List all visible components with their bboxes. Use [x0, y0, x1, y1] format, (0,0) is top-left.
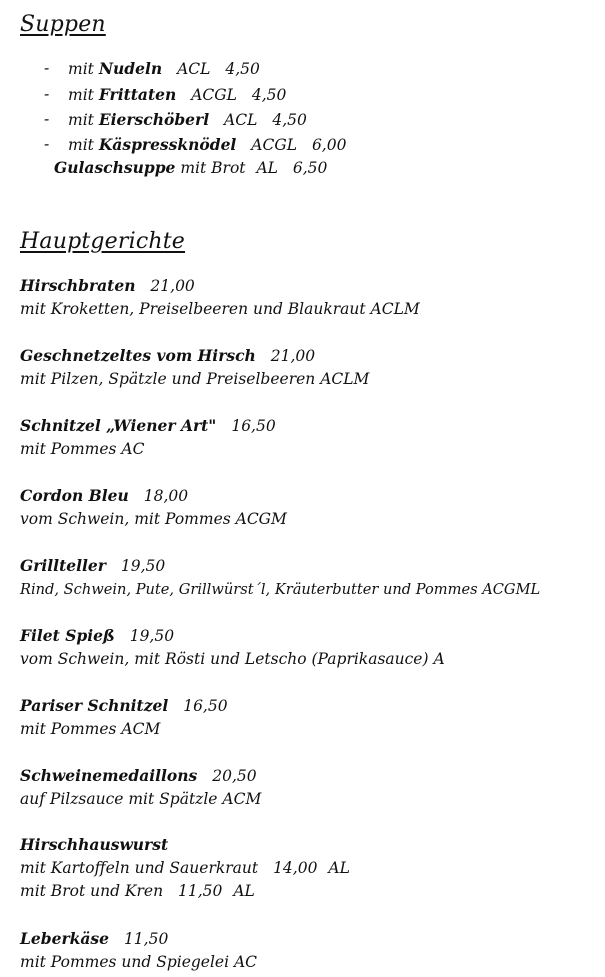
- dish-price: 19,50: [129, 627, 175, 645]
- section-title-suppen: Suppen: [20, 12, 106, 37]
- soup-price: 4,50: [251, 86, 287, 104]
- dish-variant: [20, 880, 600, 903]
- soup-prefix: mit: [68, 86, 94, 104]
- dish-variant: [20, 857, 600, 880]
- dish-name: Hirschbraten: [20, 276, 136, 295]
- soup-price: 4,50: [272, 111, 307, 129]
- list-dash: -: [44, 110, 50, 128]
- dish-price: 21,00: [270, 347, 316, 365]
- soup-prefix: mit: [68, 60, 94, 78]
- list-dash: -: [44, 59, 50, 77]
- dish-desc: mit Pommes und Spiegelei AC: [20, 953, 258, 971]
- soup-desc: mit Brot: [180, 159, 246, 177]
- soup-name: Eierschöberl: [98, 110, 210, 129]
- soup-price: 6,00: [311, 136, 347, 154]
- soup-allergens: ACL: [224, 111, 258, 129]
- dish-name: Cordon Bleu: [20, 486, 129, 505]
- soup-allergens: ACL: [177, 60, 211, 78]
- list-dash: -: [44, 135, 50, 153]
- soup-item-frittaten: [44, 85, 287, 104]
- dish-desc: mit Brot und Kren: [20, 882, 164, 900]
- soup-price: 4,50: [225, 60, 260, 78]
- dish-price: 21,00: [150, 277, 195, 295]
- dish-hirschbraten: [20, 274, 600, 321]
- dish-price: 19,50: [120, 557, 166, 575]
- dish-schnitzel-wiener-art: [20, 414, 600, 461]
- dish-name: Grillteller: [20, 556, 106, 575]
- dish-hirschhauswurst: [20, 833, 600, 903]
- soup-item-kaespressknoedel: [44, 135, 347, 154]
- dish-filet-spiess: [20, 624, 600, 671]
- dish-price: 16,50: [231, 417, 276, 435]
- dish-price: 18,00: [143, 487, 189, 505]
- soup-allergens: AL: [256, 159, 278, 177]
- dish-price: 20,50: [212, 767, 257, 785]
- soup-name: Nudeln: [98, 59, 163, 78]
- dish-leberkaese: [20, 927, 600, 974]
- dish-desc: Rind, Schwein, Pute, Grillwürst´l, Kräuterbutter und Pommes ACGML: [20, 581, 541, 598]
- dish-desc: mit Pommes AC: [20, 440, 145, 458]
- soup-name: Gulaschsuppe: [54, 158, 176, 177]
- dish-pariser-schnitzel: [20, 694, 600, 741]
- dish-desc: vom Schwein, mit Pommes ACGM: [20, 510, 287, 528]
- dish-name: Geschnetzeltes vom Hirsch: [20, 346, 256, 365]
- dish-allergens: AL: [233, 882, 255, 900]
- soup-allergens: ACGL: [251, 136, 297, 154]
- dish-grillteller: [20, 554, 600, 601]
- dish-price: 11,50: [178, 882, 223, 900]
- dish-desc: mit Pilzen, Spätzle und Preiselbeeren ACLM: [20, 370, 370, 388]
- dish-name: Filet Spieß: [20, 626, 115, 645]
- soup-allergens: ACGL: [191, 86, 237, 104]
- soup-item-eierschoeberl: [44, 110, 307, 129]
- soup-item-gulaschsuppe: [54, 158, 327, 177]
- dish-geschnetzeltes: [20, 344, 600, 391]
- dish-desc: vom Schwein, mit Rösti und Letscho (Paprikasauce) A: [20, 650, 445, 668]
- dish-price: 14,00: [273, 859, 318, 877]
- dish-cordon-bleu: [20, 484, 600, 531]
- dish-desc: auf Pilzsauce mit Spätzle ACM: [20, 790, 262, 808]
- dish-allergens: AL: [328, 859, 350, 877]
- dish-name: Leberkäse: [20, 929, 109, 948]
- soup-prefix: mit: [68, 111, 94, 129]
- soup-prefix: mit: [68, 136, 94, 154]
- dish-desc: mit Pommes ACM: [20, 720, 161, 738]
- dish-name: Hirschhauswurst: [20, 835, 169, 854]
- dish-name: Schweinemedaillons: [20, 766, 198, 785]
- dish-price: 11,50: [123, 930, 169, 948]
- dish-name: Schnitzel „Wiener Art": [20, 416, 217, 435]
- section-title-hauptgerichte: Hauptgerichte: [20, 229, 186, 254]
- dish-desc: mit Kartoffeln und Sauerkraut: [20, 859, 259, 877]
- dish-desc: mit Kroketten, Preiselbeeren und Blaukraut ACLM: [20, 300, 420, 318]
- list-dash: -: [44, 85, 50, 103]
- soup-name: Käspressknödel: [98, 135, 237, 154]
- soup-item-nudeln: [44, 59, 260, 78]
- soup-name: Frittaten: [98, 85, 177, 104]
- dish-price: 16,50: [183, 697, 228, 715]
- soup-price: 6,50: [292, 159, 328, 177]
- dish-schweinemedaillons: [20, 764, 600, 811]
- dish-name: Pariser Schnitzel: [20, 696, 169, 715]
